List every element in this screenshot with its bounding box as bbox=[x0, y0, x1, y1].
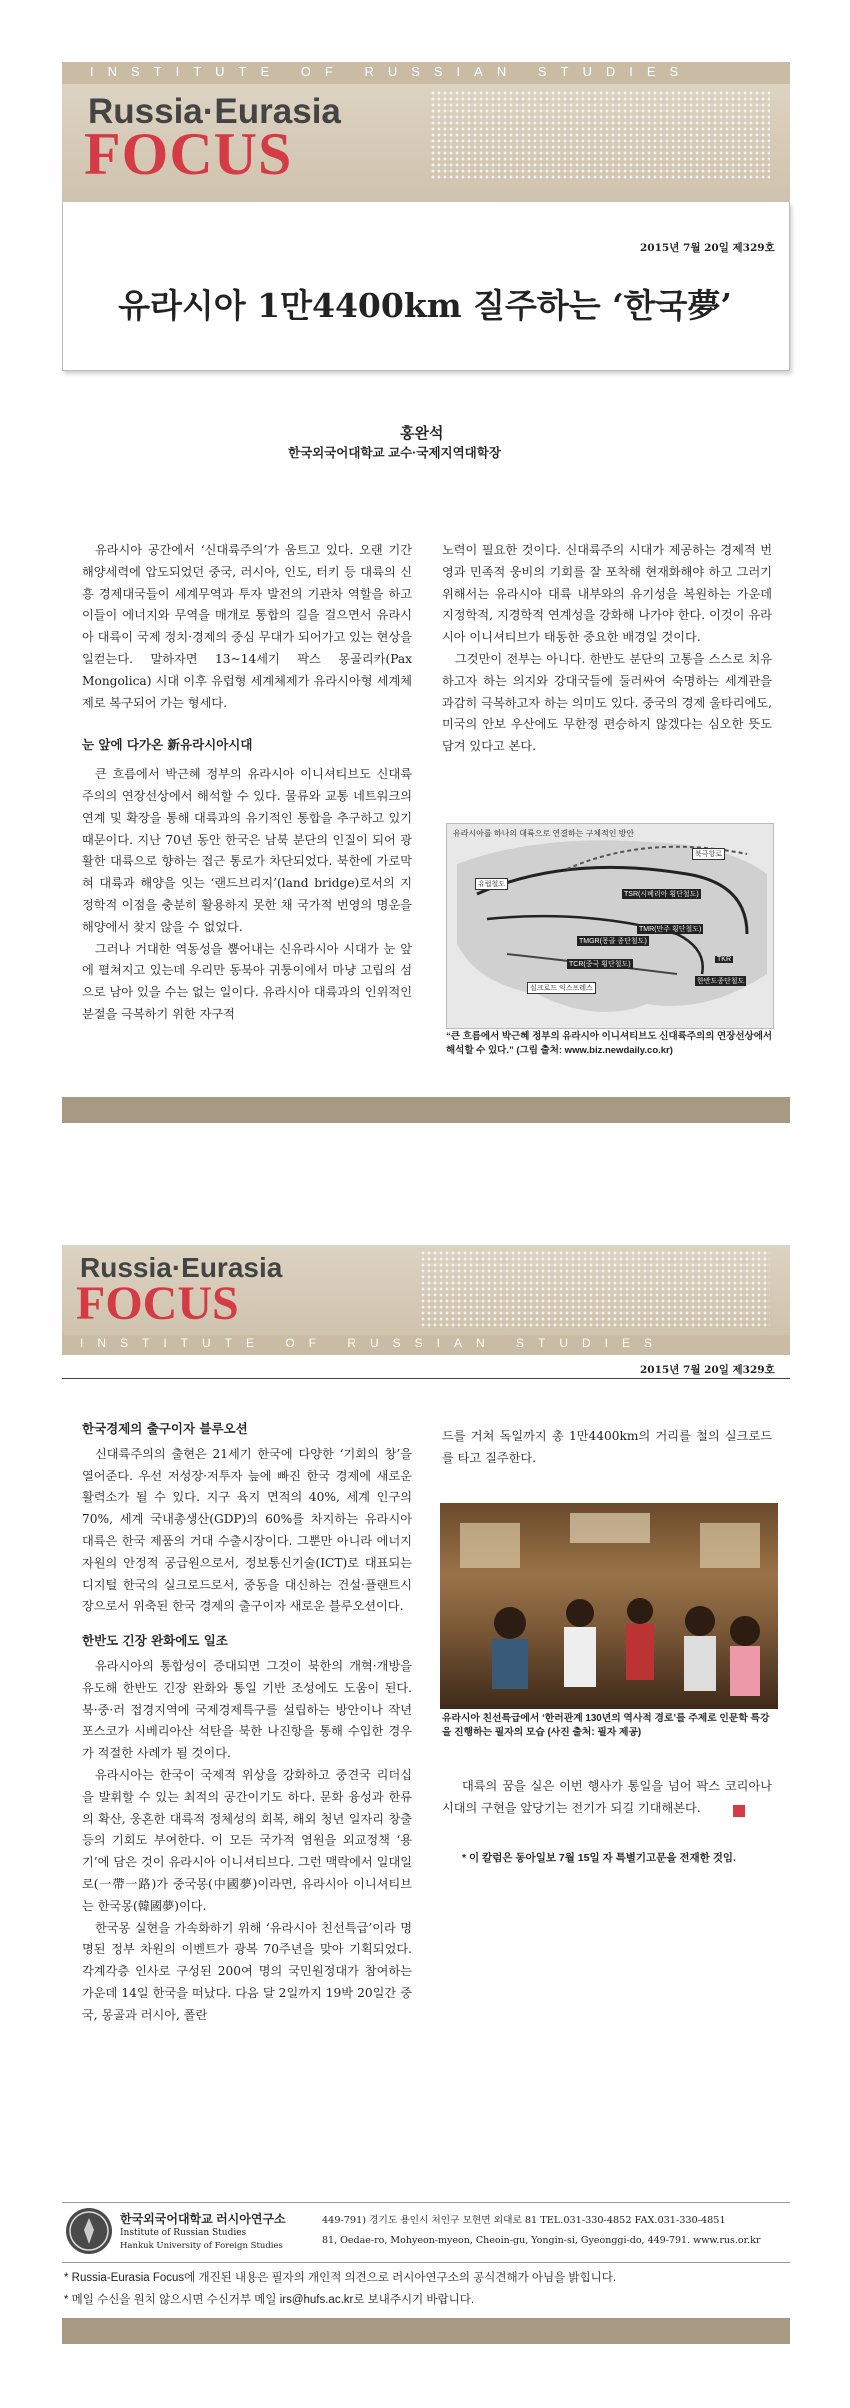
page2-left-column bbox=[82, 1418, 412, 2027]
map-label: TCR(중국 횡단철도) bbox=[569, 961, 631, 968]
page2-right-text: 드를 거쳐 독일까지 총 1만4400km의 거리를 철의 실크로드를 타고 질주한다. bbox=[442, 1429, 772, 1465]
footer-org-en1: Institute of Russian Studies bbox=[120, 2228, 247, 2238]
page1-left-column bbox=[82, 540, 412, 1026]
brand-russia-eurasia: Russia·Eurasia bbox=[80, 1252, 283, 1283]
map-caption: “큰 흐름에서 박근혜 정부의 유라시아 이니셔티브도 신대륙주의의 연장선상에서 해석할 수 있다.” (그림 출처: www.biz.newdaily.co.kr) bbox=[446, 1031, 773, 1056]
footer-rule bbox=[62, 2262, 790, 2263]
institute-seal-icon bbox=[66, 2208, 112, 2254]
footer-address-kr: 449-791) 경기도 용인시 처인구 모현면 외대로 81 TEL.031-330-4852 FAX.031-330-4851 bbox=[322, 2215, 726, 2226]
paragraph: 노력이 필요한 것이다. 신대륙주의 시대가 제공하는 경제적 번영과 민족적 웅비의 기회를 잘 포착해 현재화해야 하고 그러기 위해서는 유라시아 대륙 내부와의 유기성을 복원하는 가운데 지정학적, 지경학적 연계성을 강화해 나가야 한다. 이것이 유라시아 이니셔티브가 태동한 중요한 배경일 것이다. bbox=[442, 543, 772, 645]
world-map-decoration bbox=[430, 90, 770, 180]
world-map-decoration bbox=[420, 1250, 770, 1328]
footer-rule bbox=[62, 2202, 790, 2203]
map-label: TMR(만주 횡단철도) bbox=[639, 926, 702, 933]
brand-russia-eurasia: Russia·Eurasia bbox=[88, 92, 341, 131]
disclaimer: * Russia-Eurasia Focus에 개진된 내용은 필자의 개인적 의견으로 러시아연구소의 공식견해가 아님을 밝힙니다. bbox=[64, 2272, 617, 2284]
paragraph: 유라시아는 한국이 국제적 위상을 강화하고 중견국 리더십을 발휘할 수 있는 최적의 공간이기도 하다. 문화 융성과 한류의 확산, 웅혼한 대륙적 정체성의 회복, 해외 청년 일자리 창출 등의 기회도 부여한다. 이 모든 국가적 염원을 외교정책 ‘용기’에 담은 것이 유라시아 이니셔티브다. 그런 맥락에서 일대일로(一帶一路)가 중국몽(中國夢)이라면, 유라시아 이니셔티브는 한국몽(韓國夢)이다. bbox=[82, 1767, 412, 1913]
map-title: 유라시아를 하나의 대륙으로 연결하는 구체적인 방안 bbox=[453, 829, 635, 838]
page2-right-closing bbox=[442, 1776, 772, 1820]
unsubscribe-note: * 메일 수신을 원치 않으시면 수신거부 메일 irs@hufs.ac.kr로 보내주시기 바랍니다. bbox=[64, 2294, 475, 2306]
map-label: TMGR(몽골 종단철도) bbox=[579, 938, 647, 945]
paragraph: 신대륙주의의 출현은 21세기 한국에 다양한 ‘기회의 창’을 열어준다. 우선 저성장·저투자 늪에 빠진 한국 경제에 새로운 활력소가 될 수 있다. 지구 육지 면적의 40%, 세계 인구의 70%, 세계 국내총생산(GDP)의 60%를 차지하는 유라시아 대륙은 한국 제품의 거대 수출시장이다. 그뿐만 아니라 에너지 자원의 안정적 공급원으로서, 정보통신기술(ICT)로 대표되는 디지털 한국의 실크로드로서, 중동을 대신하는 건설·플랜트시장으로서 위축된 한국 경제의 출구이자 새로운 블루오션이다. bbox=[82, 1446, 412, 1614]
author-name: 홍완석 bbox=[400, 425, 444, 442]
page1-right-column bbox=[442, 540, 772, 758]
map-label: 한반도종단철도 bbox=[697, 978, 745, 985]
train-lecture-photo bbox=[440, 1503, 778, 1709]
page2-footer-band bbox=[62, 2318, 790, 2344]
photo-graphic bbox=[440, 1503, 778, 1709]
brand-focus: FOCUS bbox=[84, 121, 293, 187]
author-affiliation: 한국외국어대학교 교수·국제지역대학장 bbox=[288, 446, 501, 460]
photo-caption: 유라시아 친선특급에서 ‘한러관계 130년의 역사적 경로’를 주제로 인문학 특강을 진행하는 필자의 모습 (사진 출처: 필자 제공) bbox=[442, 1713, 770, 1738]
paragraph: 유라시아의 통합성이 증대되면 그것이 북한의 개혁·개방을 유도해 한반도 긴장 완화와 통일 기반 조성에도 도움이 된다. 북·중·러 접경지역에 국제경제특구를 설립하는 방안이나 작년 포스코가 시베리아산 석탄을 북한 나진항을 통해 수입한 경우가 적절한 사례가 될 것이다. bbox=[82, 1658, 412, 1761]
paragraph: 그러나 거대한 역동성을 뿜어내는 신유라시아 시대가 눈 앞에 펼쳐지고 있는데 우리만 동북아 귀퉁이에서 마냥 고립의 섬으로 남아 있을 수는 없는 일이다. 유라시아 대륙과의 인위적인 분절을 극복하기 위한 자구적 bbox=[82, 941, 412, 1021]
article-title: 유라시아 1만4400km 질주하는 ‘한국夢’ bbox=[118, 286, 732, 325]
paragraph: 한국몽 실현을 가속화하기 위해 ‘유라시아 친선특급’이라 명명된 정부 차원의 이벤트가 광복 70주년을 맞아 기획되었다. 각계각층 인사로 구성된 200여 명의 국민원정대가 참여하는 가운데 14일 한국을 떠났다. 다음 달 2일까지 19박 20일간 중국, 몽골과 러시아, 폴란 bbox=[82, 1920, 413, 2022]
brand-focus: FOCUS bbox=[76, 1277, 239, 1330]
eurasia-rail-map bbox=[446, 823, 774, 1029]
paragraph: 큰 흐름에서 박근혜 정부의 유라시아 이니셔티브도 신대륙주의의 연장선상에서 해석할 수 있다. 물류와 교통 네트워크의 연계 및 확장을 통해 대륙과의 유기적인 통합을 추구하고 있기 때문이다. 지난 70년 동안 한국은 남북 분단의 인질이 되어 광활한 대륙으로 향하는 접근 통로가 차단되었다. 북한에 가로막혀 대륙과 해양을 잇는 ‘랜드브리지’(land bridge)로서의 지정학적 이점을 충분히 활용하지 못한 채 국가적 번영의 명운을 해양에서 찾지 않을 수 없었다. bbox=[82, 767, 412, 934]
footer-org-name: 한국외국어대학교 러시아연구소 bbox=[120, 2212, 286, 2226]
header-rule bbox=[62, 1378, 790, 1379]
section-heading: 한반도 긴장 완화에도 일조 bbox=[82, 1633, 228, 1649]
section-heading: 한국경제의 출구이자 블루오션 bbox=[82, 1421, 248, 1436]
institute-banner: INSTITUTE OF RUSSIAN STUDIES bbox=[80, 1336, 667, 1350]
map-label: 실크로드 익스프레스 bbox=[527, 982, 596, 994]
seal-graphic bbox=[66, 2208, 112, 2254]
map-label: 북극항로 bbox=[692, 848, 725, 860]
map-label: TKR bbox=[717, 956, 731, 963]
institute-banner: INSTITUTE OF RUSSIAN STUDIES bbox=[90, 64, 693, 79]
paragraph: 대륙의 꿈을 실은 이번 행사가 통일을 넘어 팍스 코리아나 시대의 구현을 앞당기는 전기가 되길 기대해본다. bbox=[442, 1779, 772, 1815]
paragraph: 그것만이 전부는 아니다. 한반도 분단의 고통을 스스로 치유하고자 하는 의지와 강대국들에 둘러싸여 숙명하는 세계관을 과감히 극복하고자 하는 의미도 있다. 중국의 경제 울타리에도, 미국의 안보 우산에도 무한정 편승하지 않겠다는 심오한 뜻도 담겨 있다고 본다. bbox=[442, 651, 772, 754]
end-mark bbox=[733, 1805, 745, 1817]
map-label: TSR(시베리아 횡단철도) bbox=[624, 891, 699, 898]
issue-date: 2015년 7월 20일 제329호 bbox=[640, 1364, 775, 1376]
footer-org-en2: Hankuk University of Foreign Studies bbox=[120, 2241, 283, 2251]
paragraph: 유라시아 공간에서 ‘신대륙주의’가 움트고 있다. 오랜 기간 해양세력에 압도되었던 중국, 러시아, 인도, 터키 등 대륙의 신흥 경제대국들이 세계무역과 투자 발전의 기관차 역할을 하고 이들이 에너지와 무역을 매개로 통합의 길을 걸으면서 유라시아 대륙이 국제 정치·경제의 중심 무대가 되어가고 있는 현상을 일컫는다. 말하자면 13~14세기 팍스 몽골리카(Pax Mongolica) 시대 이후 유럽형 세계체제가 유라시아형 세계체제로 복구되어 가는 형세다. bbox=[82, 543, 412, 710]
issue-date: 2015년 7월 20일 제329호 bbox=[640, 242, 775, 254]
map-label: 유럽철도 bbox=[475, 878, 508, 890]
column-note: * 이 칼럼은 동아일보 7월 15일 자 특별기고문을 전재한 것임. bbox=[462, 1852, 736, 1864]
page1-footer-band bbox=[62, 1097, 790, 1123]
footer-address-en: 81, Oedae-ro, Mohyeon-myeon, Cheoin-gu, Yongin-si, Gyeonggi-do, 449-791. www.rus.or.kr bbox=[322, 2235, 761, 2246]
section-heading: 눈 앞에 다가온 新유라시아시대 bbox=[82, 737, 253, 753]
